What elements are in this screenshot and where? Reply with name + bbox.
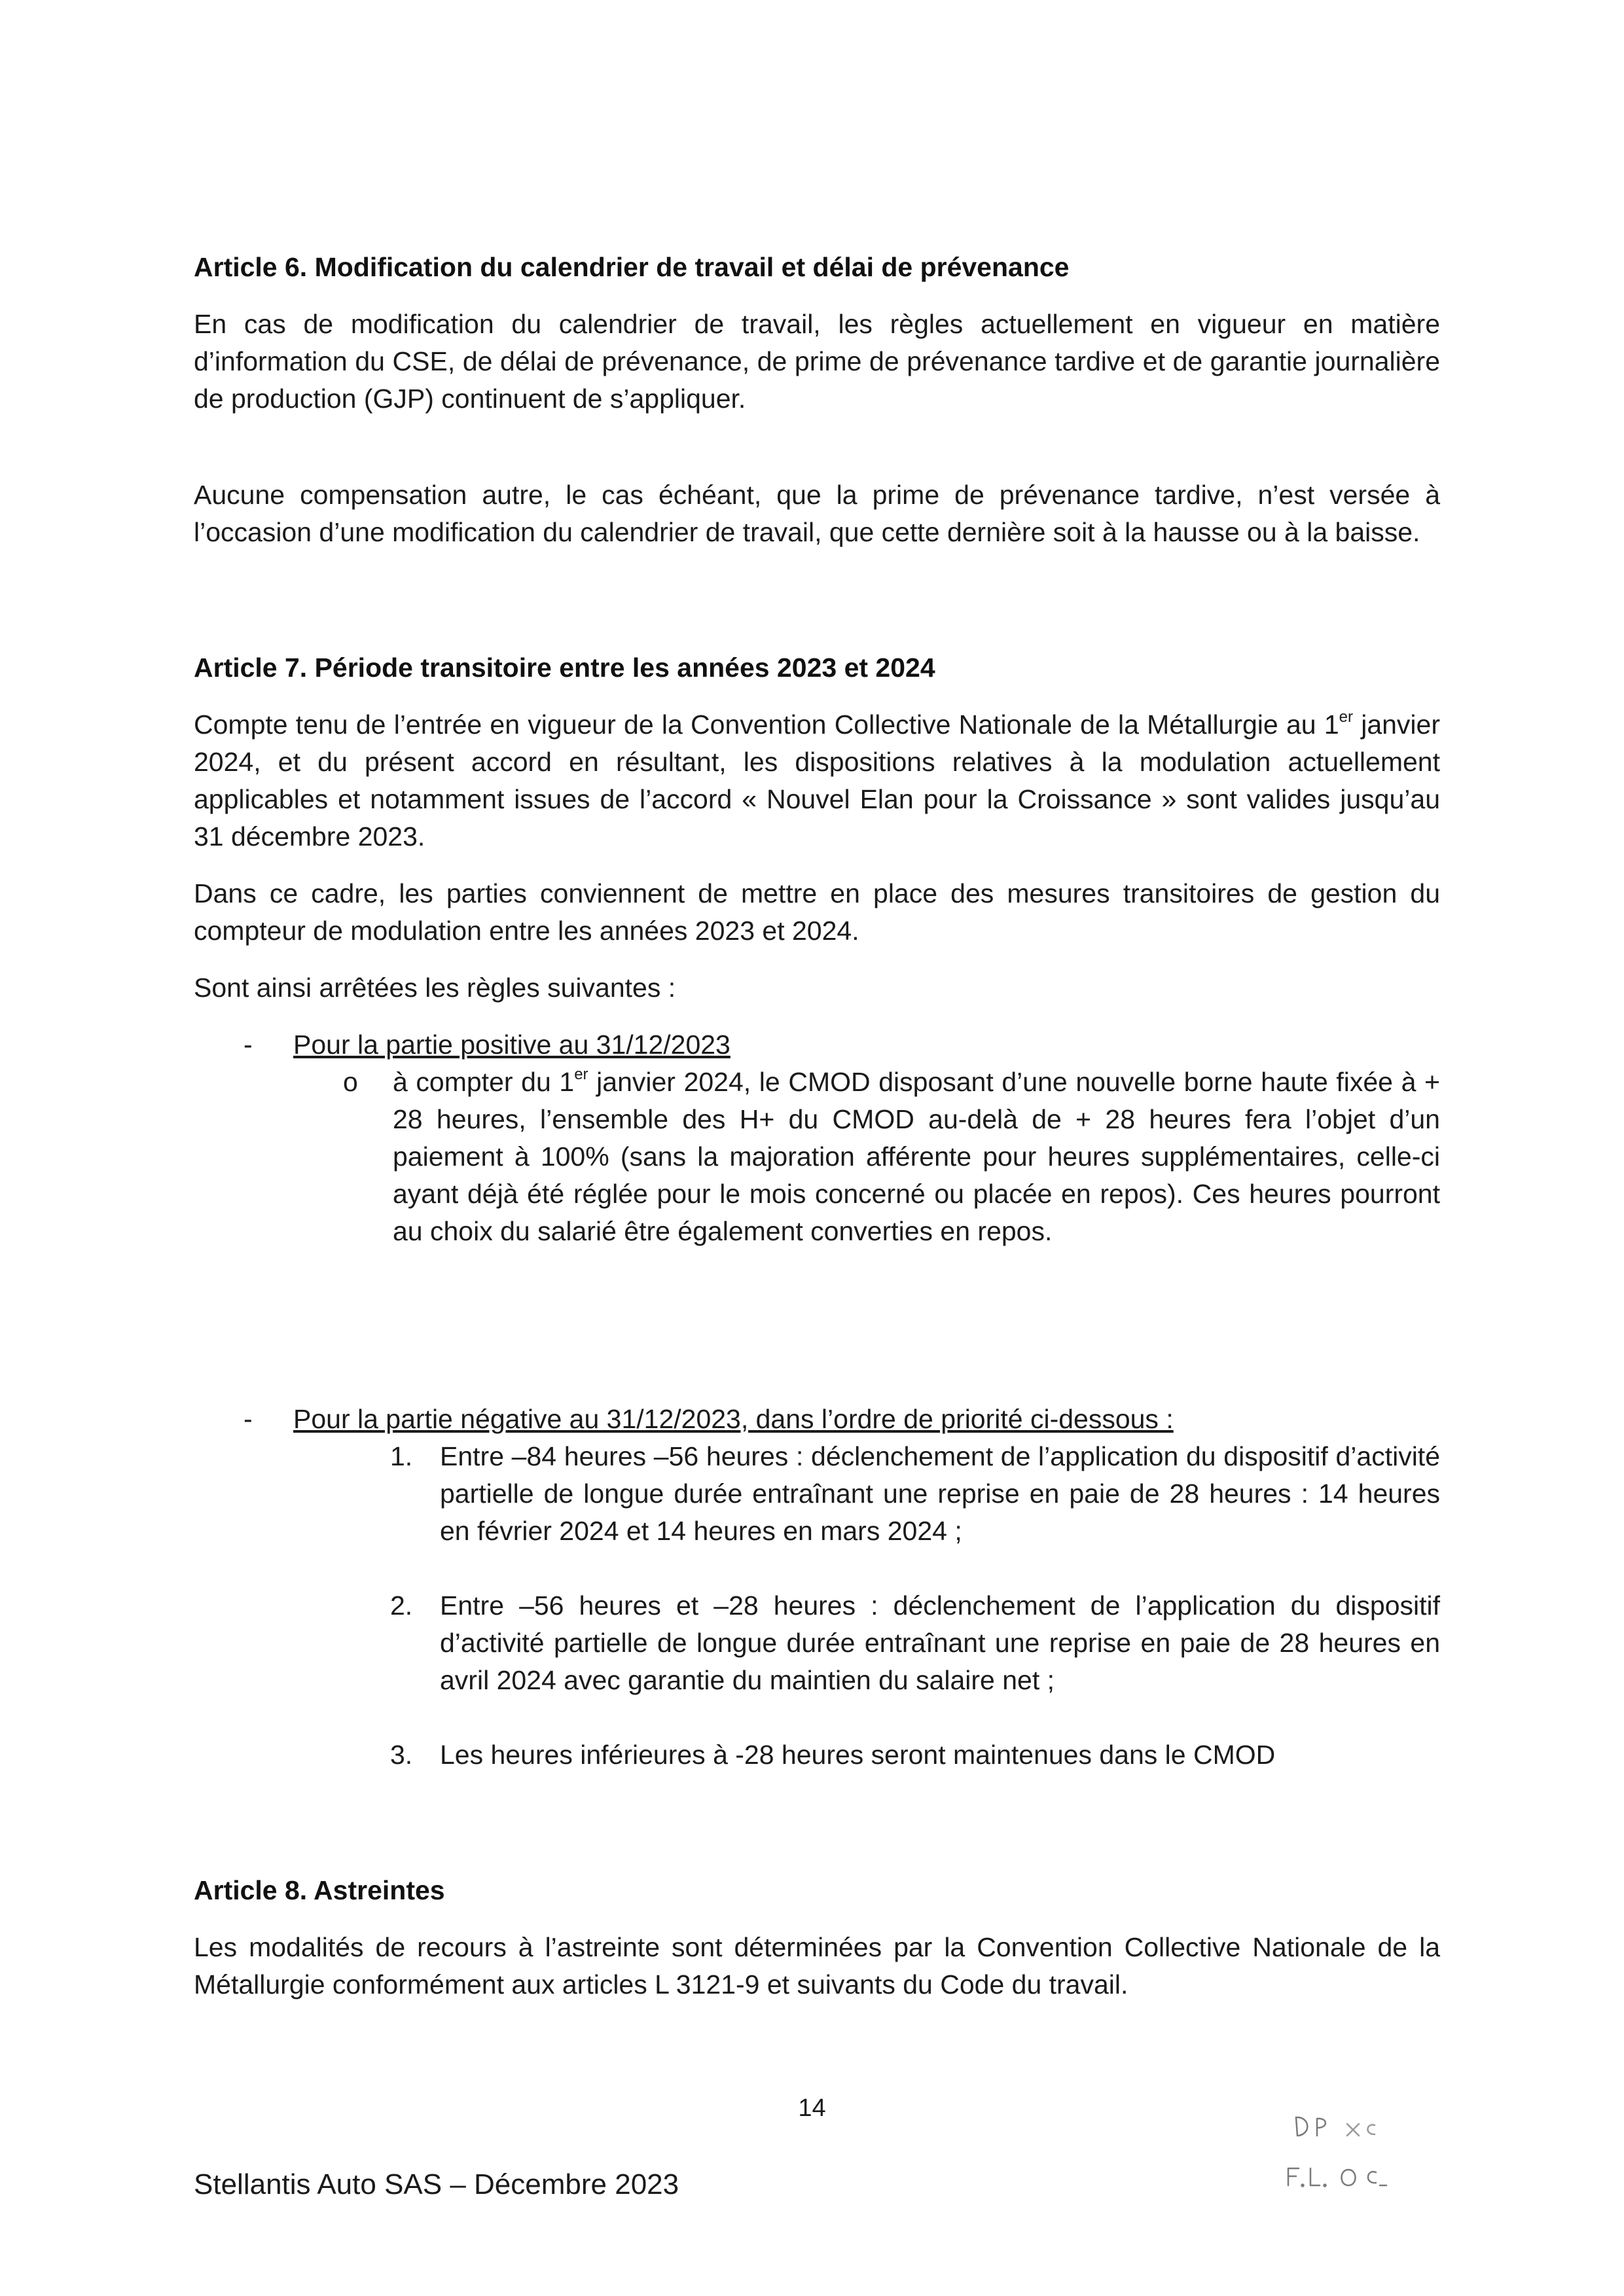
positive-part-sublist bbox=[343, 1064, 1440, 1250]
positive-rule-part-b: janvier 2024, le CMOD disposant d’une nouvelle borne haute fixée à + 28 heures, l’ensemble des H+ du CMOD au-delà de + 28 heures fera l’objet d’un paiement à 100% (sans la majoration afférente pour heures supplémentaires, celle-ci ayant déjà été réglée pour le mois concerné ou placée en repos). Ces heures pourront au choix du salarié être également converties en repos. bbox=[393, 1067, 1440, 1246]
negative-part-item bbox=[194, 1401, 1440, 1438]
positive-part-item bbox=[194, 1026, 1440, 1064]
superscript-er: er bbox=[1339, 708, 1353, 726]
page-content bbox=[194, 249, 1440, 2003]
article-8-title: Article 8. Astreintes bbox=[194, 1875, 445, 1905]
negative-part-heading: Pour la partie négative au 31/12/2023, dans l’ordre de priorité ci-dessous : bbox=[293, 1404, 1174, 1434]
dash-bullet: - bbox=[244, 1030, 253, 1060]
list-item-text: Entre –84 heures –56 heures : déclenchement de l’application du dispositif d’activité partielle de longue durée entraînant une reprise en paie de 28 heures : 14 heures en février 2024 et 14 heures en mars 2024 ; bbox=[440, 1441, 1440, 1546]
article-6 bbox=[194, 249, 1440, 551]
handwritten-initials bbox=[1283, 2104, 1440, 2196]
list-number: 3. bbox=[390, 1740, 413, 1770]
superscript-er: er bbox=[574, 1066, 588, 1083]
dash-bullet: - bbox=[244, 1404, 253, 1434]
article-7 bbox=[194, 649, 1440, 1774]
article-7-paragraph-1 bbox=[194, 706, 1440, 855]
article-6-title: Article 6. Modification du calendrier de travail et délai de prévenance bbox=[194, 252, 1070, 282]
article-7-paragraph-2: Dans ce cadre, les parties conviennent de mettre en place des mesures transitoires de gestion du compteur de modulation entre les années 2023 et 2024. bbox=[194, 878, 1440, 946]
positive-rule-part-a: à compter du 1 bbox=[393, 1067, 575, 1097]
list-item bbox=[390, 1587, 1440, 1699]
article-7-p1-part-b: janvier 2024, et du présent accord en résultant, les dispositions relatives à la modulation actuellement applicables et notamment issues de l’accord « Nouvel Elan pour la Croissance » sont valides jusqu’au 31 décembre 2023. bbox=[194, 709, 1440, 852]
list-item-text: Les heures inférieures à -28 heures seront maintenues dans le CMOD bbox=[440, 1740, 1276, 1770]
article-7-paragraph-3: Sont ainsi arrêtées les règles suivantes : bbox=[194, 973, 676, 1003]
article-6-paragraph-2: Aucune compensation autre, le cas échéant, que la prime de prévenance tardive, n’est versée à l’occasion d’une modification du calendrier de travail, que cette dernière soit à la hausse ou à la baisse. bbox=[194, 480, 1440, 547]
footer-text: Stellantis Auto SAS – Décembre 2023 bbox=[194, 2168, 679, 2200]
list-number: 1. bbox=[390, 1441, 413, 1471]
article-6-paragraph-1: En cas de modification du calendrier de travail, les règles actuellement en vigueur en matière d’information du CSE, de délai de prévenance, de prime de prévenance tardive et de garantie journalière de production (GJP) continuent de s’appliquer. bbox=[194, 309, 1440, 414]
circle-bullet: o bbox=[343, 1067, 358, 1097]
positive-part-rule bbox=[343, 1064, 1440, 1250]
negative-part-numbered-list bbox=[390, 1438, 1440, 1774]
list-number: 2. bbox=[390, 1590, 413, 1621]
article-8-paragraph-1: Les modalités de recours à l’astreinte sont déterminées par la Convention Collective Nationale de la Métallurgie conformément aux articles L 3121-9 et suivants du Code du travail. bbox=[194, 1932, 1440, 2000]
article-7-title: Article 7. Période transitoire entre les années 2023 et 2024 bbox=[194, 653, 935, 683]
list-item bbox=[390, 1736, 1440, 1774]
positive-part-heading: Pour la partie positive au 31/12/2023 bbox=[293, 1030, 731, 1060]
page-number: 14 bbox=[798, 2094, 826, 2122]
list-item bbox=[390, 1438, 1440, 1550]
article-8 bbox=[194, 1872, 1440, 2003]
list-item-text: Entre –56 heures et –28 heures : déclenchement de l’application du dispositif d’activité partielle de longue durée entraînant une reprise en paie de 28 heures en avril 2024 avec garantie du maintien du salaire net ; bbox=[440, 1590, 1440, 1695]
article-7-p1-part-a: Compte tenu de l’entrée en vigueur de la Convention Collective Nationale de la Métallurgie au 1 bbox=[194, 709, 1339, 740]
